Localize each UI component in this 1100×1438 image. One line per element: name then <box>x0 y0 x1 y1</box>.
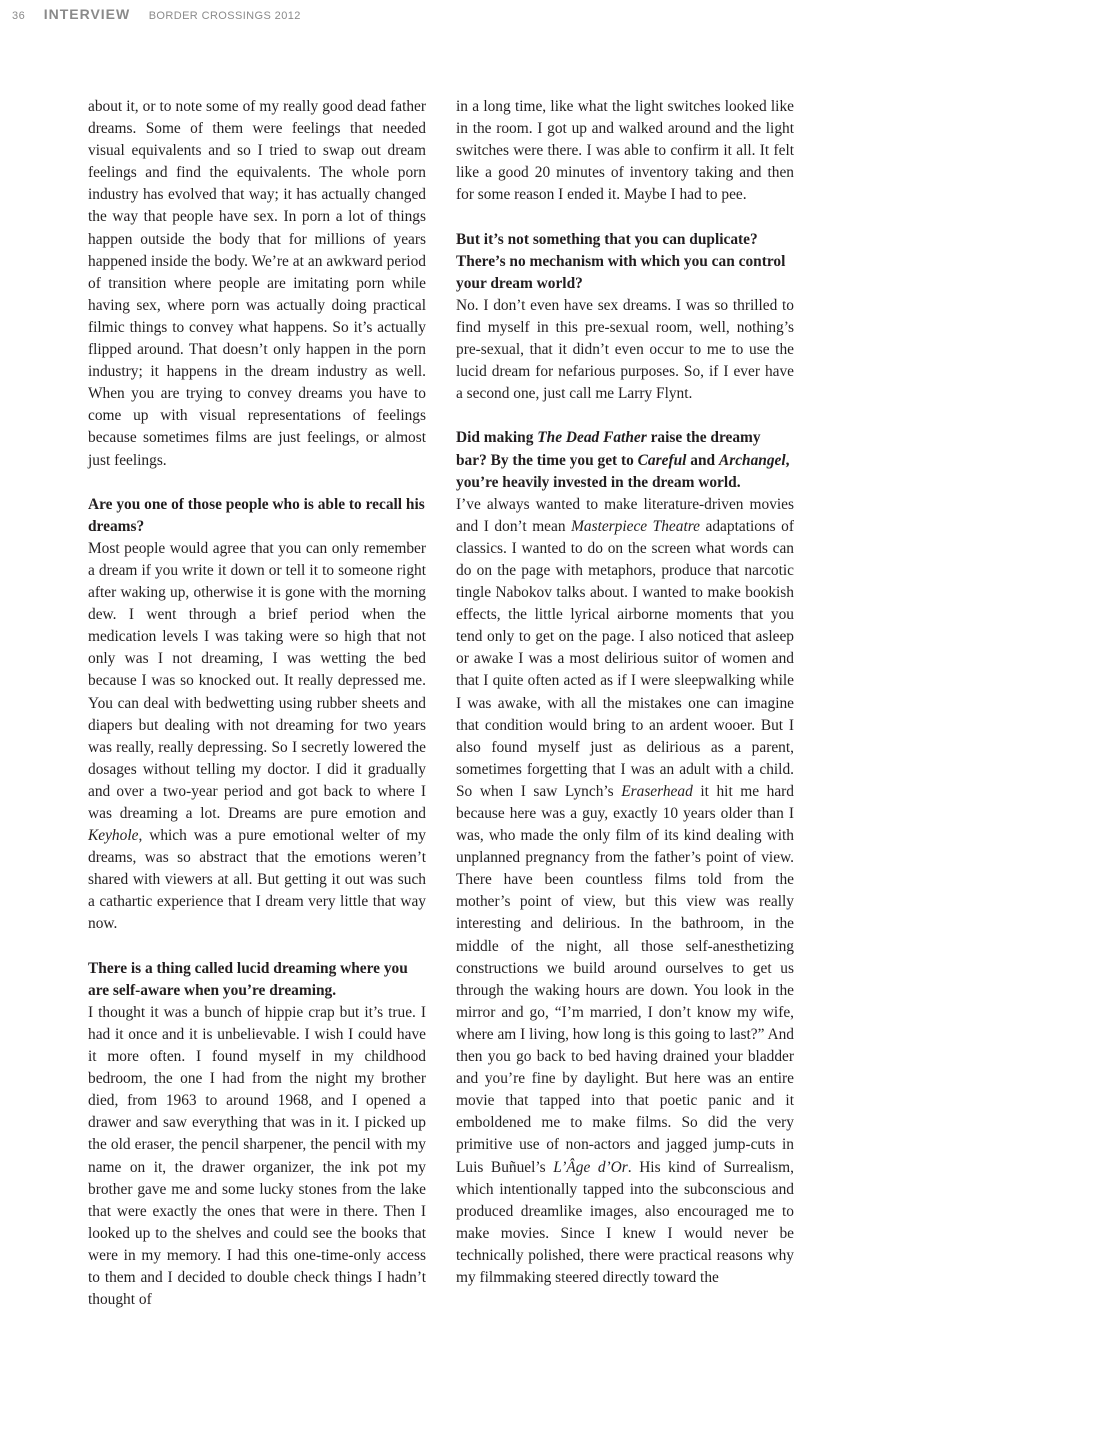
film-title: Masterpiece Theatre <box>571 517 700 535</box>
question-paragraph: Are you one of those people who is able to recall his dreams? <box>88 495 425 535</box>
question-text: Did making <box>456 429 538 447</box>
answer-paragraph <box>88 538 426 936</box>
right-column <box>456 96 794 1289</box>
film-title: Keyhole <box>88 827 139 845</box>
answer-text: Most people would agree that you can only remember a dream if you write it down or tell it to someone right after waking up, otherwise it is gone with the morning dew. I went through a brief period when the medication levels I was taking were so high that not only was I not dreaming, I was wetting the bed because I was so knocked out. It really depressed me. You can deal with bedwetting using rubber sheets and diapers but dealing with not dreaming for two years was really, really depressing. So I secretly lowered the dosages without telling my doctor. I did it gradually and over a two-year period and got back to where I was dreaming a lot. Dreams are pure emotion and <box>88 539 426 822</box>
answer-paragraph: I thought it was a bunch of hippie crap but it’s true. I had it once and it is unbelievable. I wish I could have it more often. I found myself in my childhood bedroom, the one I had from the night my brother died, from 1963 to around 1968, and I opened a drawer and saw everything that was in it. I picked up the old eraser, the pencil sharpener, the pencil with my name on it, the drawer organizer, the ink pot my brother gave me and some lucky stones from the lake that were exactly the ones that were in there. Then I looked up to the shelves and could see the books that were in my memory. I had this one-time-only access to them and I decided to double check things I hadn’t thought of <box>88 1003 426 1309</box>
answer-text: . His kind of Surrealism, which intentionally tapped into the subconscious and produced dreamlike images, also encouraged me to make movies. Since I knew I would never be technically polished, there were practical reasons why my filmmaking steered directly toward the <box>456 1158 794 1286</box>
answer-text: , which was a pure emotional welter of my dreams, was so abstract that the emotions weren’t shared with viewers at all. But getting it out was such a cathartic experience that I dream very little that way now. <box>88 827 426 933</box>
answer-text: adaptations of classics. I wanted to do on the screen what words can do on the page with metaphors, produce that narcotic tingle Nabokov talks about. I wanted to make bookish effects, the little lyrical airborne moments that you tend only to get on the page. I also noticed that asleep or awake I was a most delirious suitor of women and that I quite often acted as if I were sleepwalking while I was awake, with all the mistakes one can imagine that condition would bring to an ardent wooer. But I also found myself just as delirious as a parent, sometimes forgetting that I was an adult with a child. So when I saw Lynch’s <box>456 517 794 800</box>
film-title: L’Âge d’Or <box>553 1158 628 1176</box>
question-text: and <box>686 451 719 469</box>
answer-paragraph: in a long time, like what the light switches looked like in the room. I got up and walked around and the light switches were there. I was able to confirm it all. It felt like a good 20 minutes of inventory taking and then for some reason I ended it. Maybe I had to pee. <box>456 98 794 204</box>
answer-text: I’ve always wanted to make literature-driven movies and I don’t mean <box>456 495 794 535</box>
section-label: INTERVIEW <box>43 6 131 22</box>
answer-text: it hit me hard because here was a guy, exactly 10 years older than I was, who made the only film of its kind dealing with unplanned pregnancy from the father’s point of view. There have been countless films told from the mother’s point of view, but this view was really interesting and delirious. In the bathroom, in the middle of the night, all those self-anesthetizing constructions we build around ourselves to get us through the waking hours are down. You look in the mirror and go, “I’m married, I don’t know my wife, where am I living, how long is this going to last?” And then you go back to bed having drained your bladder and you’re fine by daylight. But here was an entire movie that tapped into that poetic panic and it emboldened me to make films. So did the very primitive use of non-actors and jagged jump-cuts in Luis Buñuel’s <box>456 782 795 1176</box>
answer-paragraph: about it, or to note some of my really good dead father dreams. Some of them were feelings that needed visual equivalents and so I tried to swap out dream feelings and find the equivalents. The whole porn industry has evolved that way; it has actually changed the way that people have sex. In porn a lot of things happen outside the body that for millions of years happened inside the body. We’re at an awkward period of transition where people are imitating porn while having sex, where porn was actually doing practical filmic things to convey what happens. So it’s actually flipped around. That doesn’t only happen in the porn industry; it happens in the dream industry as well. When you are trying to convey dreams you have to come up with visual representations of feelings because sometimes films are just feelings, or almost just feelings. <box>88 98 426 469</box>
answer-paragraph: No. I don’t even have sex dreams. I was so thrilled to find myself in this pre-sexual room, well, nothing’s pre-sexual, that it didn’t even occur to me to use the lucid dream for nefarious purposes. So, if I ever have a second one, just call me Larry Flynt. <box>456 296 794 403</box>
publication-title: BORDER CROSSINGS 2012 <box>148 10 301 22</box>
film-title: Eraserhead <box>621 782 693 800</box>
question-text: , you’re heavily invested in the dream world. <box>456 451 790 491</box>
left-column <box>88 96 426 1311</box>
page-number: 36 <box>12 10 26 22</box>
running-header <box>12 6 301 24</box>
film-title: Careful <box>637 451 687 469</box>
film-title: The Dead Father <box>537 429 647 447</box>
film-title: Archangel <box>718 451 786 469</box>
question-text: raise the dreamy bar? By the time you get to <box>456 429 761 469</box>
question-paragraph <box>456 427 794 493</box>
question-paragraph: But it’s not something that you can duplicate? There’s no mechanism with which you can control your dream world? <box>456 230 786 292</box>
answer-paragraph <box>456 494 794 1289</box>
question-paragraph: There is a thing called lucid dreaming where you are self-aware when you’re dreaming. <box>88 959 408 999</box>
